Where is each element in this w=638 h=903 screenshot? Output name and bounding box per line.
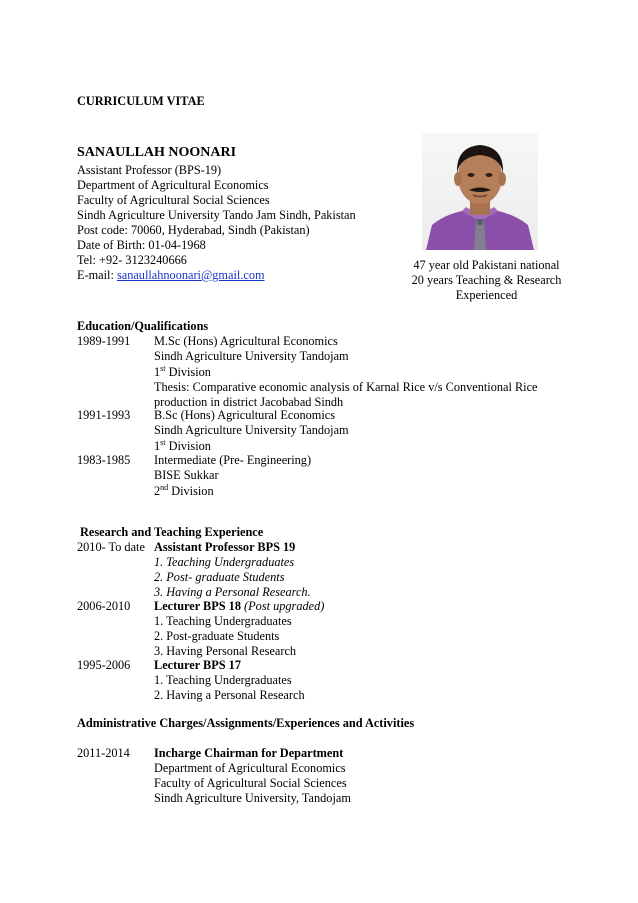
portrait-illustration <box>422 133 538 250</box>
section-heading-education: Education/Qualifications <box>77 319 209 333</box>
division: 1st Division <box>154 437 211 453</box>
duty-item: 1. Teaching Undergraduates <box>154 614 292 628</box>
caption-line: 20 years Teaching & Research <box>411 272 562 287</box>
detail-line: Department of Agricultural Economics <box>154 761 346 775</box>
section-heading-experience: Research and Teaching Experience <box>80 525 264 539</box>
duty-item: 3. Having Personal Research <box>154 644 297 658</box>
years: 2011-2014 <box>77 746 130 760</box>
contact-line: Department of Agricultural Economics <box>77 178 269 192</box>
contact-line: Faculty of Agricultural Social Sciences <box>77 193 270 207</box>
caption-line: 47 year old Pakistani national <box>413 258 560 272</box>
contact-line: Post code: 70060, Hyderabad, Sindh (Pakistan) <box>77 223 310 237</box>
degree: M.Sc (Hons) Agricultural Economics <box>154 334 338 348</box>
post-title: Lecturer BPS 18 (Post upgraded) <box>154 599 325 613</box>
detail-line: Faculty of Agricultural Social Sciences <box>154 776 347 790</box>
photo-caption <box>394 258 579 302</box>
years: 1995-2006 <box>77 658 131 672</box>
caption-line: Experienced <box>455 287 518 302</box>
email-line <box>77 268 265 283</box>
contact-line: Sindh Agriculture University Tando Jam Sindh, Pakistan <box>77 208 356 222</box>
duty-item: 1. Teaching Undergraduates <box>154 555 295 569</box>
contact-line: Assistant Professor (BPS-19) <box>77 163 222 177</box>
section-heading-administrative: Administrative Charges/Assignments/Experiences and Activities <box>77 716 415 730</box>
duty-item: 2. Having a Personal Research <box>154 688 305 702</box>
post-title: Incharge Chairman for Department <box>154 746 344 760</box>
email-label: E-mail: <box>77 268 117 282</box>
duty-item: 2. Post-graduate Students <box>154 629 280 643</box>
years: 2010- To date <box>77 540 145 554</box>
duty-item: 3. Having a Personal Research. <box>154 585 311 599</box>
years: 1989-1991 <box>77 334 131 348</box>
years: 1991-1993 <box>77 408 131 422</box>
contact-line: Tel: +92- 3123240666 <box>77 253 187 267</box>
thesis: Thesis: Comparative economic analysis of Karnal Rice v/s Conventional Rice <box>154 380 538 394</box>
institution: BISE Sukkar <box>154 468 219 482</box>
profile-photo <box>422 133 538 250</box>
years: 2006-2010 <box>77 599 131 613</box>
degree: B.Sc (Hons) Agricultural Economics <box>154 408 336 422</box>
thesis-continued: production in district Jacobabad Sindh <box>154 395 344 409</box>
candidate-name: SANAULLAH NOONARI <box>77 145 237 160</box>
division: 2nd Division <box>154 482 214 498</box>
institution: Sindh Agriculture University Tandojam <box>154 423 349 437</box>
duty-item: 1. Teaching Undergraduates <box>154 673 292 687</box>
institution: Sindh Agriculture University Tandojam <box>154 349 349 363</box>
post-title: Assistant Professor BPS 19 <box>154 540 296 554</box>
years: 1983-1985 <box>77 453 131 467</box>
post-title: Lecturer BPS 17 <box>154 658 241 672</box>
division: 1st Division <box>154 363 211 379</box>
document-title: CURRICULUM VITAE <box>77 94 205 108</box>
detail-line: Sindh Agriculture University, Tandojam <box>154 791 351 805</box>
duty-item: 2. Post- graduate Students <box>154 570 285 584</box>
contact-line: Date of Birth: 01-04-1968 <box>77 238 206 252</box>
degree: Intermediate (Pre- Engineering) <box>154 453 312 467</box>
email-link[interactable]: sanaullahnoonari@gmail.com <box>116 268 265 282</box>
